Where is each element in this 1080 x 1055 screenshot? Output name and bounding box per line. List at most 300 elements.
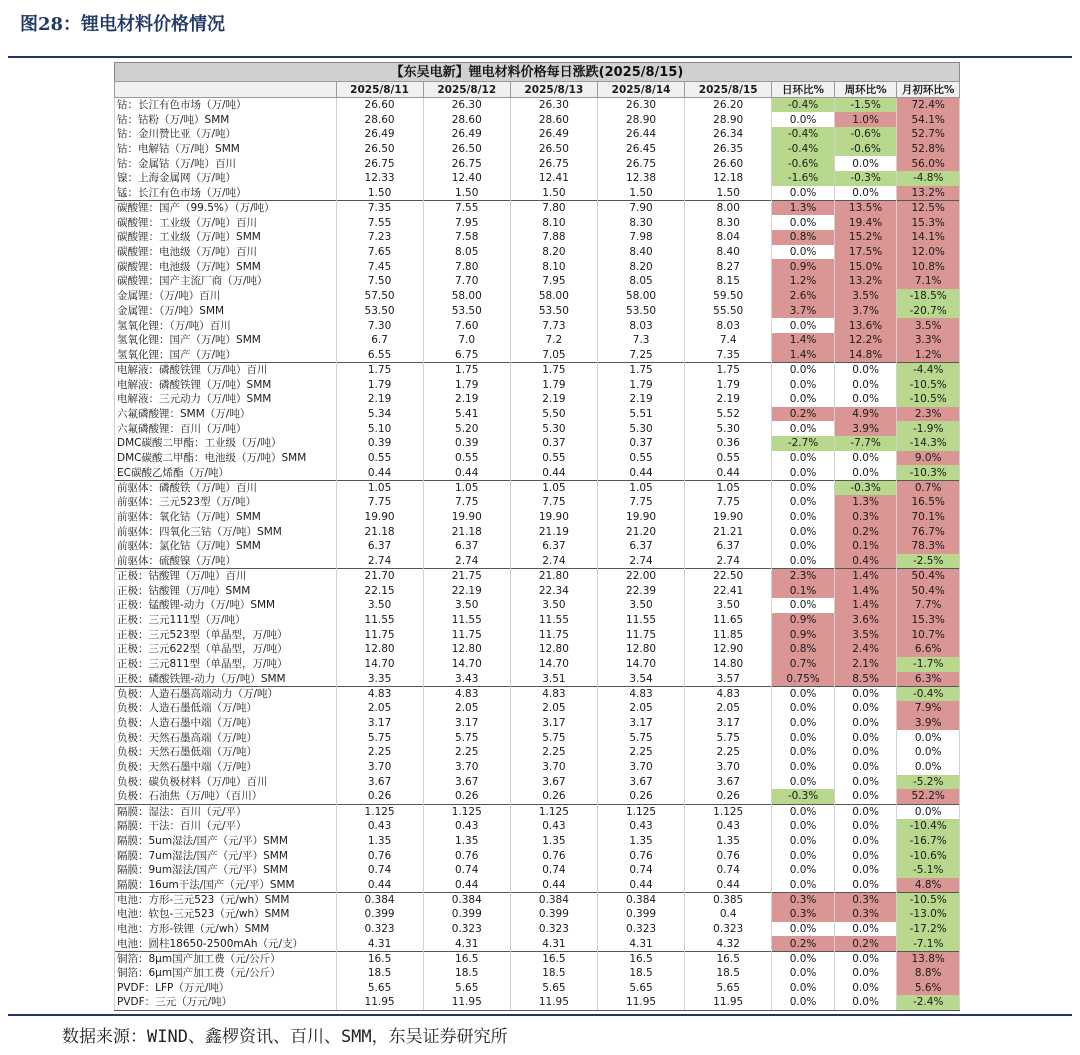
daily-change-cell: 0.0% (772, 951, 835, 966)
table-row (115, 318, 960, 333)
price-cell: 7.58 (423, 230, 510, 245)
weekly-change-cell: 0.3% (834, 907, 897, 922)
row-label: 钴：长江有色市场（万/吨） (115, 98, 337, 113)
price-cell: 22.00 (597, 569, 684, 584)
price-cell: 26.50 (510, 142, 597, 157)
table-row (115, 583, 960, 598)
price-cell: 1.125 (423, 804, 510, 819)
price-cell: 7.88 (510, 230, 597, 245)
daily-change-cell: 1.3% (772, 201, 835, 216)
price-cell: 1.05 (336, 480, 423, 495)
price-cell: 6.37 (423, 539, 510, 554)
daily-change-cell: -2.7% (772, 436, 835, 451)
price-cell: 0.43 (423, 819, 510, 834)
price-cell: 7.75 (510, 495, 597, 510)
price-cell: 16.5 (597, 951, 684, 966)
price-cell: 11.95 (685, 995, 772, 1010)
price-cell: 0.39 (423, 436, 510, 451)
price-cell: 21.75 (423, 569, 510, 584)
price-cell: 7.0 (423, 333, 510, 348)
price-cell: 1.79 (510, 377, 597, 392)
row-label: 铜箔：6μm国产加工费（元/公斤） (115, 966, 337, 981)
daily-change-cell: 1.4% (772, 348, 835, 363)
price-cell: 11.55 (597, 613, 684, 628)
price-cell: 0.26 (510, 789, 597, 804)
price-cell: 2.25 (597, 745, 684, 760)
daily-change-cell: 0.0% (772, 112, 835, 127)
row-label: 隔膜：湿法：百川（元/平） (115, 804, 337, 819)
price-cell: 3.17 (597, 716, 684, 731)
monthly-change-cell: 0.7% (897, 480, 960, 495)
monthly-change-cell: -7.1% (897, 936, 960, 951)
price-cell: 0.4 (685, 907, 772, 922)
price-cell: 12.18 (685, 171, 772, 186)
monthly-change-cell: 0.0% (897, 760, 960, 775)
daily-change-cell: -0.4% (772, 98, 835, 113)
daily-change-cell: 0.0% (772, 215, 835, 230)
monthly-change-cell: -5.2% (897, 775, 960, 790)
daily-change-cell: 0.2% (772, 936, 835, 951)
daily-change-cell: 0.0% (772, 804, 835, 819)
price-cell: 7.75 (597, 495, 684, 510)
table-row (115, 730, 960, 745)
price-cell: 11.95 (510, 995, 597, 1010)
weekly-change-cell: 0.0% (834, 775, 897, 790)
price-cell: 0.26 (685, 789, 772, 804)
monthly-change-cell: 52.8% (897, 142, 960, 157)
price-cell: 5.75 (336, 730, 423, 745)
price-cell: 2.25 (510, 745, 597, 760)
price-cell: 5.30 (597, 421, 684, 436)
price-cell: 22.50 (685, 569, 772, 584)
monthly-change-cell: 12.5% (897, 201, 960, 216)
weekly-change-cell: -0.6% (834, 127, 897, 142)
weekly-change-cell: -7.7% (834, 436, 897, 451)
weekly-change-cell: 1.4% (834, 583, 897, 598)
price-cell: 5.52 (685, 407, 772, 422)
price-cell: 2.05 (685, 701, 772, 716)
weekly-change-cell: 0.0% (834, 745, 897, 760)
price-cell: 21.80 (510, 569, 597, 584)
weekly-change-cell: 0.0% (834, 951, 897, 966)
monthly-change-cell: -18.5% (897, 289, 960, 304)
daily-change-cell: 0.9% (772, 259, 835, 274)
daily-change-cell: 0.0% (772, 833, 835, 848)
price-cell: 26.75 (510, 156, 597, 171)
price-cell: 7.23 (336, 230, 423, 245)
weekly-change-cell: 0.2% (834, 936, 897, 951)
price-cell: 0.55 (597, 451, 684, 466)
monthly-change-cell: 7.7% (897, 598, 960, 613)
price-cell: 8.05 (423, 245, 510, 260)
table-row (115, 259, 960, 274)
price-cell: 7.35 (336, 201, 423, 216)
table-row (115, 848, 960, 863)
table-row (115, 819, 960, 834)
price-cell: 0.55 (510, 451, 597, 466)
weekly-change-cell: -0.3% (834, 480, 897, 495)
price-cell: 0.399 (336, 907, 423, 922)
price-cell: 8.27 (685, 259, 772, 274)
price-cell: 5.30 (685, 421, 772, 436)
row-label: 钴：金属钴（万/吨）百川 (115, 156, 337, 171)
price-cell: 11.75 (423, 627, 510, 642)
monthly-change-cell: 13.2% (897, 186, 960, 201)
price-cell: 0.384 (510, 892, 597, 907)
weekly-change-cell: -0.6% (834, 142, 897, 157)
price-cell: 14.70 (510, 657, 597, 672)
price-cell: 11.55 (510, 613, 597, 628)
price-cell: 53.50 (597, 304, 684, 319)
price-cell: 0.55 (423, 451, 510, 466)
table-row (115, 863, 960, 878)
table-row (115, 186, 960, 201)
price-cell: 3.17 (423, 716, 510, 731)
monthly-change-cell: 3.3% (897, 333, 960, 348)
row-label: 锰：长江有色市场（万/吨） (115, 186, 337, 201)
weekly-change-cell: 1.0% (834, 112, 897, 127)
price-cell: 5.34 (336, 407, 423, 422)
price-cell: 3.70 (685, 760, 772, 775)
row-label: 电池：圆柱18650-2500mAh（元/支） (115, 936, 337, 951)
price-cell: 26.44 (597, 127, 684, 142)
row-label: 正极：钴酸锂（万/吨）SMM (115, 583, 337, 598)
header-date: 2025/8/15 (685, 82, 772, 98)
price-cell: 7.2 (510, 333, 597, 348)
price-cell: 26.30 (423, 98, 510, 113)
price-cell: 16.5 (336, 951, 423, 966)
price-cell: 8.03 (685, 318, 772, 333)
weekly-change-cell: 0.0% (834, 789, 897, 804)
price-cell: 53.50 (336, 304, 423, 319)
price-cell: 7.73 (510, 318, 597, 333)
price-cell: 3.70 (510, 760, 597, 775)
price-cell: 1.125 (336, 804, 423, 819)
daily-change-cell: 2.3% (772, 569, 835, 584)
price-cell: 26.34 (685, 127, 772, 142)
table-row (115, 362, 960, 377)
table-row (115, 510, 960, 525)
daily-change-cell: 0.8% (772, 642, 835, 657)
monthly-change-cell: 50.4% (897, 569, 960, 584)
price-cell: 26.49 (423, 127, 510, 142)
price-cell: 2.74 (336, 554, 423, 569)
weekly-change-cell: 0.0% (834, 716, 897, 731)
daily-change-cell: 1.4% (772, 333, 835, 348)
daily-change-cell: 0.0% (772, 716, 835, 731)
price-cell: 6.37 (597, 539, 684, 554)
price-cell: 2.19 (336, 392, 423, 407)
price-cell: 0.43 (685, 819, 772, 834)
daily-change-cell: 0.0% (772, 598, 835, 613)
daily-change-cell: 0.1% (772, 583, 835, 598)
table-row (115, 760, 960, 775)
monthly-change-cell: -10.4% (897, 819, 960, 834)
monthly-change-cell: 5.6% (897, 981, 960, 996)
price-cell: 1.75 (597, 362, 684, 377)
price-cell: 3.35 (336, 672, 423, 687)
table-row (115, 421, 960, 436)
price-cell: 55.50 (685, 304, 772, 319)
price-cell: 0.399 (510, 907, 597, 922)
table-row (115, 833, 960, 848)
price-cell: 0.43 (336, 819, 423, 834)
row-label: 氢氧化锂：国产（万/吨） (115, 348, 337, 363)
monthly-change-cell: 10.8% (897, 259, 960, 274)
table-row (115, 981, 960, 996)
table-row (115, 539, 960, 554)
price-cell: 11.95 (597, 995, 684, 1010)
weekly-change-cell: 0.4% (834, 554, 897, 569)
daily-change-cell: 0.0% (772, 995, 835, 1010)
price-cell: 6.7 (336, 333, 423, 348)
table-row (115, 392, 960, 407)
price-cell: 1.05 (423, 480, 510, 495)
monthly-change-cell: -10.5% (897, 392, 960, 407)
price-cell: 8.03 (597, 318, 684, 333)
daily-change-cell: 0.0% (772, 775, 835, 790)
price-cell: 3.67 (336, 775, 423, 790)
price-cell: 0.26 (597, 789, 684, 804)
price-cell: 1.50 (336, 186, 423, 201)
row-label: 电池：软包-三元523（元/wh）SMM (115, 907, 337, 922)
table-row (115, 171, 960, 186)
row-label: PVDF：LFP（万元/吨） (115, 981, 337, 996)
price-cell: 3.67 (510, 775, 597, 790)
price-table-panel (114, 62, 960, 1011)
table-row (115, 716, 960, 731)
row-label: 负极：天然石墨低端（万/吨） (115, 745, 337, 760)
figure-title: 图28：锂电材料价格情况 (20, 14, 226, 35)
daily-change-cell: 0.0% (772, 863, 835, 878)
weekly-change-cell: 2.1% (834, 657, 897, 672)
table-row (115, 289, 960, 304)
table-row (115, 745, 960, 760)
price-cell: 8.30 (685, 215, 772, 230)
price-cell: 4.31 (336, 936, 423, 951)
daily-change-cell: 0.9% (772, 613, 835, 628)
daily-change-cell: 0.0% (772, 819, 835, 834)
table-row (115, 922, 960, 937)
price-cell: 2.05 (597, 701, 684, 716)
row-label: 电解液：磷酸铁锂（万/吨）百川 (115, 362, 337, 377)
price-cell: 12.90 (685, 642, 772, 657)
table-row (115, 657, 960, 672)
price-cell: 0.323 (423, 922, 510, 937)
weekly-change-cell: 0.0% (834, 186, 897, 201)
row-label: 碳酸锂：电池级（万/吨）SMM (115, 259, 337, 274)
daily-change-cell: 0.0% (772, 760, 835, 775)
monthly-change-cell: 16.5% (897, 495, 960, 510)
price-cell: 5.65 (597, 981, 684, 996)
monthly-change-cell: 56.0% (897, 156, 960, 171)
monthly-change-cell: 6.6% (897, 642, 960, 657)
price-cell: 28.90 (685, 112, 772, 127)
price-cell: 14.70 (423, 657, 510, 672)
daily-change-cell: 0.0% (772, 966, 835, 981)
price-cell: 19.90 (685, 510, 772, 525)
table-row (115, 701, 960, 716)
monthly-change-cell: 0.0% (897, 745, 960, 760)
monthly-change-cell: 3.9% (897, 716, 960, 731)
weekly-change-cell: 1.4% (834, 598, 897, 613)
price-cell: 1.05 (597, 480, 684, 495)
weekly-change-cell: 4.9% (834, 407, 897, 422)
price-cell: 8.40 (597, 245, 684, 260)
daily-change-cell: 0.3% (772, 907, 835, 922)
table-row (115, 377, 960, 392)
table-row (115, 127, 960, 142)
price-cell: 2.74 (685, 554, 772, 569)
price-cell: 19.90 (510, 510, 597, 525)
price-cell: 22.15 (336, 583, 423, 598)
row-label: 碳酸锂：电池级（万/吨）百川 (115, 245, 337, 260)
price-cell: 7.70 (423, 274, 510, 289)
table-row (115, 348, 960, 363)
price-cell: 26.49 (336, 127, 423, 142)
row-label: 正极：三元811型（单晶型，万/吨） (115, 657, 337, 672)
table-row (115, 569, 960, 584)
row-label: 正极：三元523型（单晶型，万/吨） (115, 627, 337, 642)
daily-change-cell: 0.0% (772, 878, 835, 893)
monthly-change-cell: 7.1% (897, 274, 960, 289)
price-cell: 0.44 (685, 465, 772, 480)
monthly-change-cell: 14.1% (897, 230, 960, 245)
row-label: 镍：上海金属网（万/吨） (115, 171, 337, 186)
weekly-change-cell: 0.0% (834, 760, 897, 775)
table-body (115, 98, 960, 1011)
price-cell: 57.50 (336, 289, 423, 304)
price-cell: 12.38 (597, 171, 684, 186)
price-cell: 3.67 (597, 775, 684, 790)
price-cell: 7.98 (597, 230, 684, 245)
price-cell: 3.43 (423, 672, 510, 687)
weekly-change-cell: 13.5% (834, 201, 897, 216)
weekly-change-cell: 0.0% (834, 863, 897, 878)
price-cell: 26.75 (336, 156, 423, 171)
price-cell: 7.55 (336, 215, 423, 230)
price-cell: 53.50 (510, 304, 597, 319)
price-cell: 1.79 (685, 377, 772, 392)
weekly-change-cell: 15.0% (834, 259, 897, 274)
monthly-change-cell: 13.8% (897, 951, 960, 966)
price-cell: 58.00 (423, 289, 510, 304)
price-cell: 0.37 (510, 436, 597, 451)
price-cell: 28.60 (336, 112, 423, 127)
price-cell: 7.60 (423, 318, 510, 333)
price-cell: 26.49 (510, 127, 597, 142)
price-cell: 11.75 (510, 627, 597, 642)
price-cell: 26.75 (423, 156, 510, 171)
price-cell: 26.75 (597, 156, 684, 171)
price-cell: 2.19 (685, 392, 772, 407)
price-cell: 14.70 (336, 657, 423, 672)
table-row (115, 304, 960, 319)
price-cell: 7.80 (423, 259, 510, 274)
weekly-change-cell: 3.5% (834, 627, 897, 642)
row-label: DMC碳酸二甲酯：工业级（万/吨） (115, 436, 337, 451)
monthly-change-cell: 6.3% (897, 672, 960, 687)
price-cell: 3.50 (423, 598, 510, 613)
price-cell: 4.31 (423, 936, 510, 951)
price-cell: 4.83 (597, 686, 684, 701)
row-label: 隔膜：5um湿法/国产（元/平）SMM (115, 833, 337, 848)
price-cell: 5.20 (423, 421, 510, 436)
price-cell: 0.76 (336, 848, 423, 863)
price-cell: 7.45 (336, 259, 423, 274)
price-cell: 2.19 (597, 392, 684, 407)
price-cell: 2.19 (423, 392, 510, 407)
price-cell: 5.10 (336, 421, 423, 436)
price-cell: 1.50 (685, 186, 772, 201)
price-cell: 0.55 (685, 451, 772, 466)
price-cell: 26.30 (510, 98, 597, 113)
row-label: 负极：天然石墨高端（万/吨） (115, 730, 337, 745)
daily-change-cell: 0.0% (772, 922, 835, 937)
daily-change-cell: 0.8% (772, 230, 835, 245)
price-cell: 7.95 (510, 274, 597, 289)
price-cell: 1.125 (510, 804, 597, 819)
daily-change-cell: 0.0% (772, 377, 835, 392)
row-label: 负极：人造石墨高端动力（万/吨） (115, 686, 337, 701)
daily-change-cell: 0.7% (772, 657, 835, 672)
price-cell: 0.36 (685, 436, 772, 451)
monthly-change-cell: 52.7% (897, 127, 960, 142)
header-date: 2025/8/13 (510, 82, 597, 98)
daily-change-cell: 0.0% (772, 745, 835, 760)
table-row (115, 627, 960, 642)
weekly-change-cell: 14.8% (834, 348, 897, 363)
table-row (115, 407, 960, 422)
price-cell: 8.04 (685, 230, 772, 245)
price-cell: 4.83 (423, 686, 510, 701)
weekly-change-cell: 0.0% (834, 995, 897, 1010)
price-cell: 1.50 (423, 186, 510, 201)
weekly-change-cell: -0.3% (834, 171, 897, 186)
price-cell: 5.51 (597, 407, 684, 422)
price-cell: 7.4 (685, 333, 772, 348)
table-row (115, 789, 960, 804)
price-cell: 14.80 (685, 657, 772, 672)
source-note: 数据来源：WIND、鑫椤资讯、百川、SMM，东吴证券研究所 (62, 1027, 508, 1047)
daily-change-cell: 0.0% (772, 451, 835, 466)
price-cell: 5.41 (423, 407, 510, 422)
price-cell: 21.18 (336, 524, 423, 539)
table-row (115, 907, 960, 922)
monthly-change-cell: 9.0% (897, 451, 960, 466)
price-cell: 4.83 (510, 686, 597, 701)
price-cell: 11.55 (423, 613, 510, 628)
price-cell: 0.76 (510, 848, 597, 863)
row-label: 碳酸锂：国产主流厂商（万/吨） (115, 274, 337, 289)
row-label: 前驱体：氧化钴（万/吨）SMM (115, 510, 337, 525)
price-cell: 1.79 (423, 377, 510, 392)
table-row (115, 142, 960, 157)
table-row (115, 686, 960, 701)
price-cell: 18.5 (685, 966, 772, 981)
table-row (115, 98, 960, 113)
price-cell: 21.20 (597, 524, 684, 539)
weekly-change-cell: 12.2% (834, 333, 897, 348)
price-cell: 3.17 (510, 716, 597, 731)
weekly-change-cell: 0.0% (834, 981, 897, 996)
monthly-change-cell: 12.0% (897, 245, 960, 260)
daily-change-cell: 0.0% (772, 465, 835, 480)
table-row (115, 215, 960, 230)
price-cell: 53.50 (423, 304, 510, 319)
row-label: 负极：人造石墨低端（万/吨） (115, 701, 337, 716)
monthly-change-cell: -1.7% (897, 657, 960, 672)
